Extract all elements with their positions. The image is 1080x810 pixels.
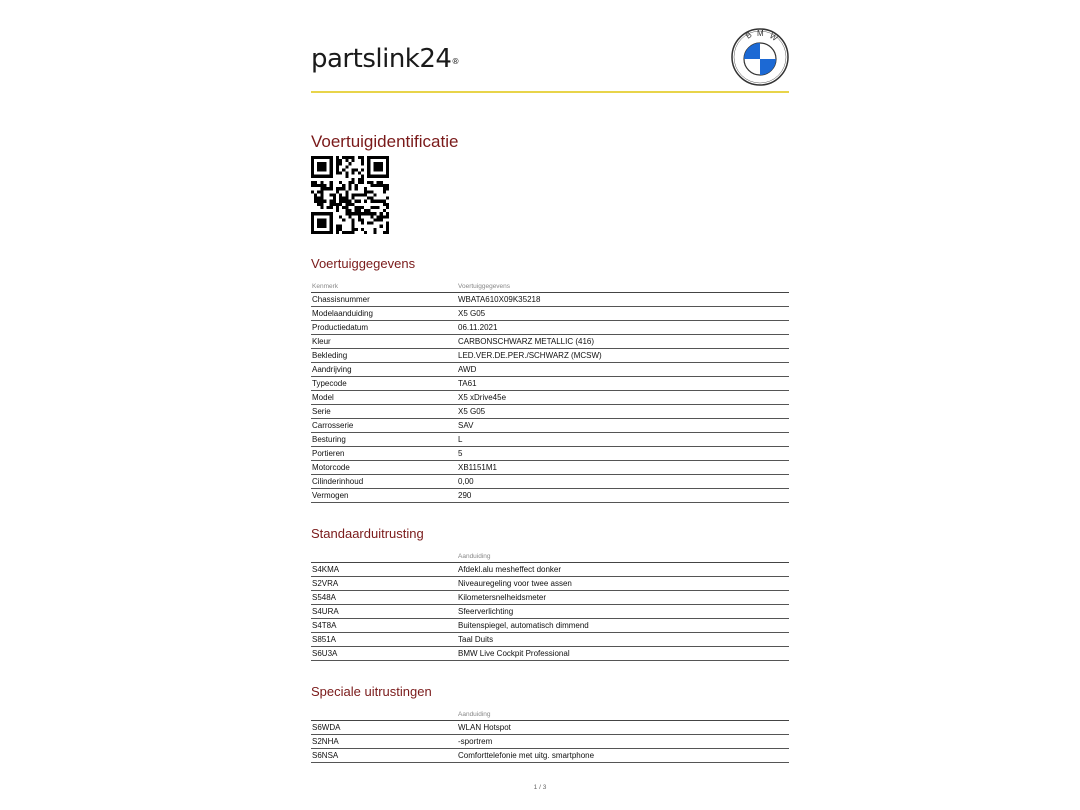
- row-label: Kleur: [311, 335, 457, 349]
- table-row: [311, 577, 789, 591]
- column-header-aanduiding: Aanduiding: [457, 550, 789, 563]
- row-value: CARBONSCHWARZ METALLIC (416): [457, 335, 789, 349]
- table-row: [311, 349, 789, 363]
- column-header-code: [311, 550, 457, 563]
- table-row: [311, 447, 789, 461]
- svg-text:W: W: [767, 31, 780, 43]
- table-row: [311, 293, 789, 307]
- equipment-description: Buitenspiegel, automatisch dimmend: [457, 619, 789, 633]
- equipment-code: S6NSA: [311, 749, 457, 763]
- logo-registered-mark: ®: [451, 57, 459, 66]
- document-header: [311, 28, 789, 94]
- equipment-description: Taal Duits: [457, 633, 789, 647]
- vehicle-data-table: [311, 280, 789, 503]
- equipment-description: -sportrem: [457, 735, 789, 749]
- equipment-code: S4KMA: [311, 563, 457, 577]
- equipment-code: S2VRA: [311, 577, 457, 591]
- table-row: [311, 647, 789, 661]
- column-header-code: [311, 708, 457, 721]
- equipment-code: S851A: [311, 633, 457, 647]
- special-equipment-table: [311, 708, 789, 763]
- equipment-description: Niveauregeling voor twee assen: [457, 577, 789, 591]
- row-label: Portieren: [311, 447, 457, 461]
- table-row: [311, 721, 789, 735]
- equipment-code: S4T8A: [311, 619, 457, 633]
- equipment-description: Comforttelefonie met uitg. smartphone: [457, 749, 789, 763]
- table-header-row: [311, 708, 789, 721]
- table-header-row: [311, 280, 789, 293]
- table-row: [311, 321, 789, 335]
- table-row: [311, 591, 789, 605]
- section-title-standard-equipment: Standaarduitrusting: [311, 526, 424, 541]
- equipment-code: S4URA: [311, 605, 457, 619]
- table-row: [311, 335, 789, 349]
- row-label: Motorcode: [311, 461, 457, 475]
- row-value: X5 G05: [457, 405, 789, 419]
- row-value: LED.VER.DE.PER./SCHWARZ (MCSW): [457, 349, 789, 363]
- table-row: [311, 563, 789, 577]
- table-row: [311, 391, 789, 405]
- table-row: [311, 735, 789, 749]
- equipment-description: Sfeerverlichting: [457, 605, 789, 619]
- svg-text:M: M: [757, 29, 764, 38]
- table-row: [311, 633, 789, 647]
- qr-code-icon: [311, 156, 389, 234]
- row-value: 0,00: [457, 475, 789, 489]
- table-row: [311, 433, 789, 447]
- table-row: [311, 475, 789, 489]
- section-title-vehicle-data: Voertuiggegevens: [311, 256, 416, 271]
- bmw-logo-icon: [731, 28, 789, 86]
- equipment-code: S6WDA: [311, 721, 457, 735]
- partslink24-logo: [311, 43, 459, 75]
- row-value: X5 xDrive45e: [457, 391, 789, 405]
- column-header-voertuiggegevens: Voertuiggegevens: [457, 280, 789, 293]
- row-label: Aandrijving: [311, 363, 457, 377]
- page-title: Voertuigidentificatie: [311, 132, 459, 151]
- row-label: Productiedatum: [311, 321, 457, 335]
- table-row: [311, 377, 789, 391]
- row-label: Model: [311, 391, 457, 405]
- table-row: [311, 749, 789, 763]
- page-indicator: 1 / 3: [533, 784, 547, 791]
- table-row: [311, 461, 789, 475]
- column-header-kenmerk: Kenmerk: [311, 280, 457, 293]
- row-value: TA61: [457, 377, 789, 391]
- equipment-code: S548A: [311, 591, 457, 605]
- row-label: Carrosserie: [311, 419, 457, 433]
- svg-text:B: B: [743, 30, 754, 41]
- standard-equipment-table: [311, 550, 789, 661]
- row-label: Typecode: [311, 377, 457, 391]
- equipment-description: Afdekl.alu mesheffect donker: [457, 563, 789, 577]
- row-value: L: [457, 433, 789, 447]
- section-title-special-equipment: Speciale uitrustingen: [311, 684, 432, 699]
- row-value: 5: [457, 447, 789, 461]
- equipment-description: Kilometersnelheidsmeter: [457, 591, 789, 605]
- table-header-row: [311, 550, 789, 563]
- table-row: [311, 405, 789, 419]
- row-label: Modelaanduiding: [311, 307, 457, 321]
- equipment-description: WLAN Hotspot: [457, 721, 789, 735]
- row-value: 06.11.2021: [457, 321, 789, 335]
- row-value: AWD: [457, 363, 789, 377]
- row-label: Bekleding: [311, 349, 457, 363]
- row-value: 290: [457, 489, 789, 503]
- logo-wordmark: partslink24: [311, 44, 452, 74]
- row-label: Serie: [311, 405, 457, 419]
- table-row: [311, 619, 789, 633]
- header-divider: [311, 91, 789, 93]
- table-row: [311, 489, 789, 503]
- equipment-code: S6U3A: [311, 647, 457, 661]
- row-value: XB1151M1: [457, 461, 789, 475]
- row-label: Chassisnummer: [311, 293, 457, 307]
- row-value: SAV: [457, 419, 789, 433]
- equipment-code: S2NHA: [311, 735, 457, 749]
- table-row: [311, 419, 789, 433]
- row-value: WBATA610X09K35218: [457, 293, 789, 307]
- table-row: [311, 363, 789, 377]
- column-header-aanduiding: Aanduiding: [457, 708, 789, 721]
- table-row: [311, 605, 789, 619]
- table-row: [311, 307, 789, 321]
- row-label: Vermogen: [311, 489, 457, 503]
- row-label: Cilinderinhoud: [311, 475, 457, 489]
- row-label: Besturing: [311, 433, 457, 447]
- equipment-description: BMW Live Cockpit Professional: [457, 647, 789, 661]
- row-value: X5 G05: [457, 307, 789, 321]
